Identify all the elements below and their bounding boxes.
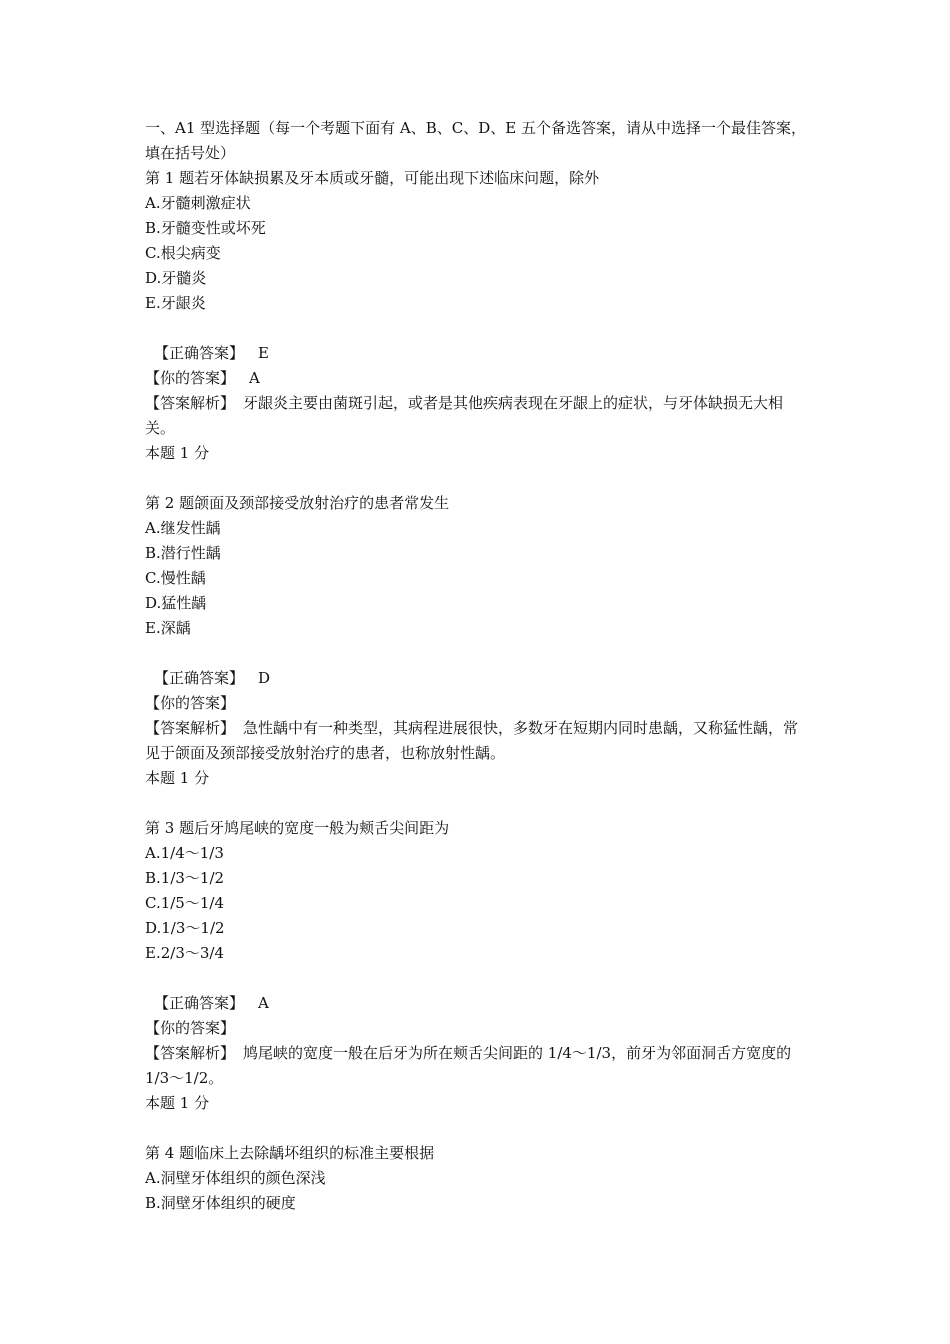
analysis-text: 牙龈炎主要由菌斑引起，或者是其他疾病表现在牙龈上的症状，与牙体缺损无大相关。 [145, 394, 784, 437]
analysis-row [145, 1041, 810, 1091]
question-3 [145, 816, 810, 1141]
option-a: A.1/4～1/3 [145, 844, 224, 862]
question-2 [145, 491, 810, 816]
correct-answer-label: 【正确答案】 [154, 994, 245, 1012]
question-1 [145, 166, 810, 491]
analysis-label: 【答案解析】 [145, 719, 236, 737]
score-line: 本题 1 分 [145, 769, 210, 787]
your-answer-row [145, 1016, 810, 1041]
your-answer-label: 【你的答案】 [145, 694, 236, 712]
your-answer-value: A [249, 369, 260, 387]
question-stem: 第 4 题临床上去除龋坏组织的标准主要根据 [145, 1144, 435, 1162]
your-answer-row [145, 366, 810, 391]
your-answer-row [145, 691, 810, 716]
option-b: B.牙髓变性或坏死 [145, 219, 266, 237]
your-answer-label: 【你的答案】 [145, 369, 236, 387]
option-a: A.洞壁牙体组织的颜色深浅 [145, 1169, 326, 1187]
option-c: C.根尖病变 [145, 244, 221, 262]
correct-answer-value: D [258, 669, 271, 687]
question-stem: 第 3 题后牙鸠尾峡的宽度一般为颊舌尖间距为 [145, 819, 450, 837]
option-c: C.慢性龋 [145, 569, 206, 587]
correct-answer-value: A [258, 994, 269, 1012]
option-b: B.1/3～1/2 [145, 869, 225, 887]
question-4 [145, 1141, 810, 1216]
document-body [145, 116, 810, 1216]
question-stem: 第 1 题若牙体缺损累及牙本质或牙髓，可能出现下述临床问题，除外 [145, 169, 600, 187]
analysis-label: 【答案解析】 [145, 394, 236, 412]
correct-answer-label: 【正确答案】 [154, 344, 245, 362]
option-c: C.1/5～1/4 [145, 894, 224, 912]
correct-answer-row [145, 341, 810, 366]
option-b: B.洞壁牙体组织的硬度 [145, 1194, 296, 1212]
option-b: B.潜行性龋 [145, 544, 221, 562]
option-e: E.牙龈炎 [145, 294, 206, 312]
option-d: D.牙髓炎 [145, 269, 207, 287]
analysis-text: 鸠尾峡的宽度一般在后牙为所在颊舌尖间距的 1/4～1/3，前牙为邻面洞舌方宽度的 1/3～1/2。 [145, 1044, 792, 1087]
analysis-row [145, 391, 810, 441]
analysis-row [145, 716, 810, 766]
score-line: 本题 1 分 [145, 444, 210, 462]
correct-answer-value: E [258, 344, 269, 362]
correct-answer-row [145, 666, 810, 691]
score-line: 本题 1 分 [145, 1094, 210, 1112]
option-d: D.1/3～1/2 [145, 919, 225, 937]
analysis-text: 急性龋中有一种类型，其病程进展很快，多数牙在短期内同时患龋，又称猛性龋，常见于颌面及颈部接受放射治疗的患者，也称放射性龋。 [145, 719, 799, 762]
option-e: E.2/3～3/4 [145, 944, 224, 962]
correct-answer-row [145, 991, 810, 1016]
option-e: E.深龋 [145, 619, 191, 637]
option-d: D.猛性龋 [145, 594, 207, 612]
your-answer-label: 【你的答案】 [145, 1019, 236, 1037]
analysis-label: 【答案解析】 [145, 1044, 236, 1062]
section-header: 一、A1 型选择题（每一个考题下面有 A、B、C、D、E 五个备选答案，请从中选择一个最佳答案，填在括号处） [145, 119, 806, 162]
option-a: A.继发性龋 [145, 519, 221, 537]
option-a: A.牙髓刺激症状 [145, 194, 251, 212]
correct-answer-label: 【正确答案】 [154, 669, 245, 687]
question-stem: 第 2 题颌面及颈部接受放射治疗的患者常发生 [145, 494, 450, 512]
